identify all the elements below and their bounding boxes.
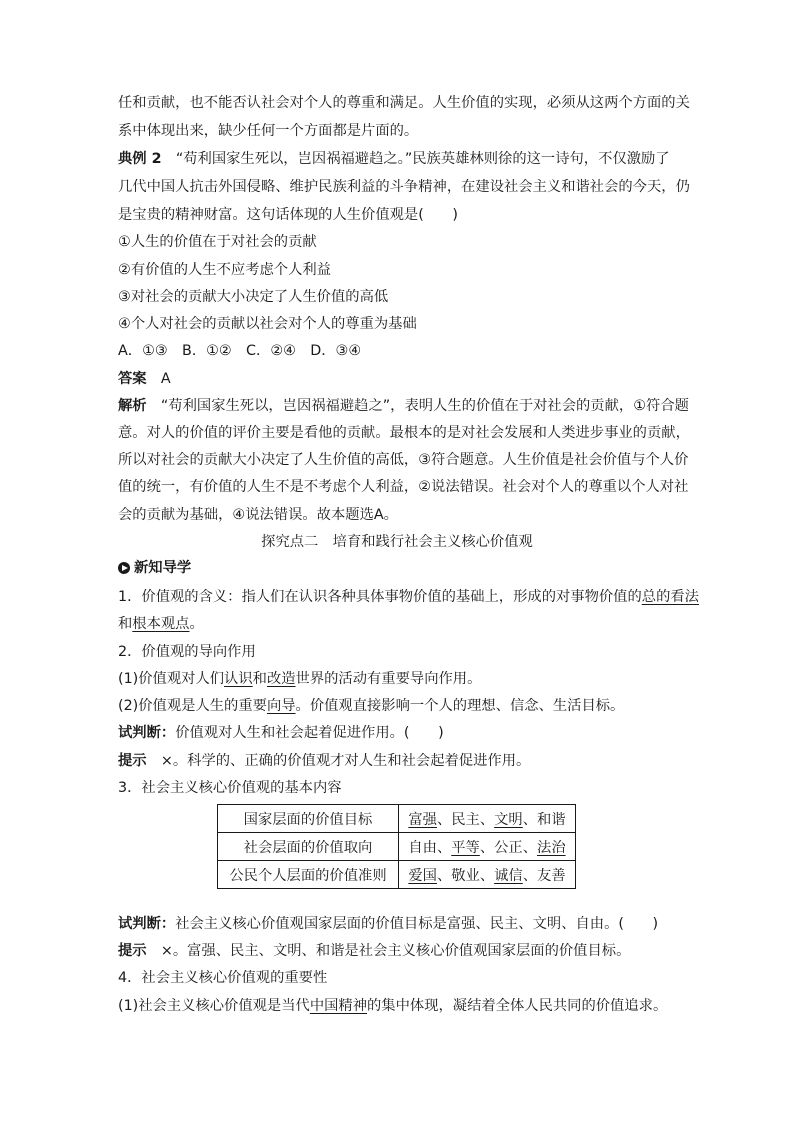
option-line: ①人生的价值在于对社会的贡献 [118, 234, 317, 250]
judge-line [118, 723, 678, 743]
separator: 、 [436, 839, 452, 856]
subsection-title [118, 558, 678, 578]
hint-line [118, 941, 678, 961]
answer-value: A [146, 371, 171, 387]
table-label-cell: 社会层面的价值取向 [218, 833, 399, 861]
separator: 、 [479, 811, 495, 828]
item-line [118, 669, 678, 689]
underlined-term: 总的看法 [641, 589, 699, 605]
item-text: 。价值观直接影响一个人的理想、信念、生活目标。 [295, 698, 625, 714]
item-line [118, 587, 699, 607]
item-text: 1．价值观的含义：指人们在认识各种具体事物价值的基础上，形成的对事物价值的 [118, 589, 642, 605]
example-line [118, 149, 678, 169]
value-term: 和谐 [537, 811, 566, 828]
play-circle-icon [118, 562, 130, 574]
value-term: 文明 [494, 811, 523, 828]
judge-line [118, 914, 678, 934]
value-term: 自由 [408, 839, 437, 856]
value-term: 爱国 [408, 867, 437, 884]
item-heading: 3．社会主义核心价值观的基本内容 [118, 780, 342, 796]
item-text: 和 [118, 616, 133, 632]
value-term: 民主 [451, 811, 480, 828]
table-label-cell: 公民个人层面的价值准则 [218, 861, 399, 889]
underlined-term: 认识 [224, 671, 253, 687]
hint-text: ×。科学的、正确的价值观才对人生和社会起着促进作用。 [146, 753, 531, 769]
judge-text: 价值观对人生和社会起着促进作用。( ) [175, 725, 444, 741]
table-values-cell [399, 833, 576, 861]
analysis-line: 所以对社会的贡献大小决定了人生价值的高低，③符合题意。人生价值是社会价值与个人价 [118, 452, 689, 468]
table-row [218, 833, 576, 861]
option-line: ④个人对社会的贡献以社会对个人的尊重为基础 [118, 316, 417, 332]
subsection-title-text: 新知导学 [134, 560, 192, 576]
hint-text: ×。富强、民主、文明、和谐是社会主义核心价值观国家层面的价值目标。 [146, 943, 631, 959]
item-line [118, 614, 678, 634]
value-term: 诚信 [494, 867, 523, 884]
analysis-line [118, 396, 689, 416]
separator: 、 [479, 839, 495, 856]
item-heading: 4．社会主义核心价值观的重要性 [118, 970, 328, 986]
paragraph-line: 系中体现出来，缺少任何一个方面都是片面的。 [118, 123, 419, 139]
table-row [218, 805, 576, 833]
underlined-term: 改造 [266, 671, 296, 687]
table-label-cell: 国家层面的价值目标 [218, 805, 399, 833]
answer-label: 答案 [118, 371, 147, 387]
answer-line [118, 369, 678, 389]
option-line: ③对社会的贡献大小决定了人生价值的高低 [118, 289, 389, 305]
value-term: 友善 [537, 867, 566, 884]
item-text: 和 [252, 671, 267, 687]
judge-text: 社会主义核心价值观国家层面的价值目标是富强、民主、文明、自由。( ) [175, 916, 659, 932]
section-heading: 探究点二 培育和践行社会主义核心价值观 [261, 534, 533, 550]
item-text: 的集中体现，凝结着全体人民共同的价值追求。 [367, 998, 668, 1014]
item-text: (1)价值观对人们 [118, 671, 225, 687]
value-term: 平等 [451, 839, 480, 856]
value-term: 公正 [494, 839, 523, 856]
hint-label: 提示 [118, 753, 147, 769]
hint-label: 提示 [118, 943, 147, 959]
option-line: ②有价值的人生不应考虑个人利益 [118, 262, 331, 278]
analysis-label: 解析 [118, 398, 147, 414]
item-text: 。 [189, 616, 204, 632]
choices-line: A．①③ B．①② C．②④ D．③④ [118, 343, 362, 359]
item-heading: 2．价值观的导向作用 [118, 644, 256, 660]
underlined-term: 根本观点 [132, 616, 190, 632]
table-values-cell [399, 805, 576, 833]
analysis-line: 意。对人的价值的评价主要是看他的贡献。最根本的是对社会发展和人类进步事业的贡献， [118, 425, 690, 441]
item-text: (2)价值观是人生的重要 [118, 698, 267, 714]
item-text: (1)社会主义核心价值观是当代 [118, 998, 310, 1014]
judge-label: 试判断： [118, 725, 176, 741]
separator: 、 [522, 839, 538, 856]
separator: 、 [436, 811, 452, 828]
value-term: 法治 [537, 839, 566, 856]
core-values-table [217, 804, 576, 889]
underlined-term: 中国精神 [309, 998, 368, 1014]
value-term: 敬业 [451, 867, 480, 884]
separator: 、 [479, 867, 495, 884]
separator: 、 [436, 867, 452, 884]
table-row [218, 861, 576, 889]
table-values-cell [399, 861, 576, 889]
item-line [118, 996, 678, 1016]
paragraph-line: 几代中国人抗击外国侵略、维护民族利益的斗争精神，在建设社会主义和谐社会的今天，仍 [118, 179, 690, 195]
hint-line [118, 751, 678, 771]
analysis-line: 会的贡献为基础，④说法错误。故本题选A。 [118, 507, 398, 523]
value-term: 富强 [408, 811, 437, 828]
separator: 、 [522, 811, 538, 828]
analysis-text: “苟利国家生死以，岂因祸福避趋之”，表明人生的价值在于对社会的贡献，①符合题 [146, 398, 689, 414]
example-text: “苟利国家生死以，岂因祸福避趋之。”民族英雄林则徐的这一诗句，不仅激励了 [161, 151, 670, 167]
judge-label: 试判断： [118, 916, 176, 932]
item-text: 世界的活动有重要导向作用。 [295, 671, 482, 687]
paragraph-line: 任和贡献，也不能否认社会对个人的尊重和满足。人生价值的实现，必须从这两个方面的关 [118, 95, 690, 111]
example-label: 典例 2 [118, 151, 162, 167]
item-line [118, 696, 678, 716]
analysis-line: 值的统一，有价值的人生不是不考虑个人利益，②说法错误。社会对个人的尊重以个人对社 [118, 479, 689, 495]
separator: 、 [522, 867, 538, 884]
underlined-term: 向导 [266, 698, 296, 714]
paragraph-line: 是宝贵的精神财富。这句话体现的人生价值观是( ) [118, 207, 458, 223]
